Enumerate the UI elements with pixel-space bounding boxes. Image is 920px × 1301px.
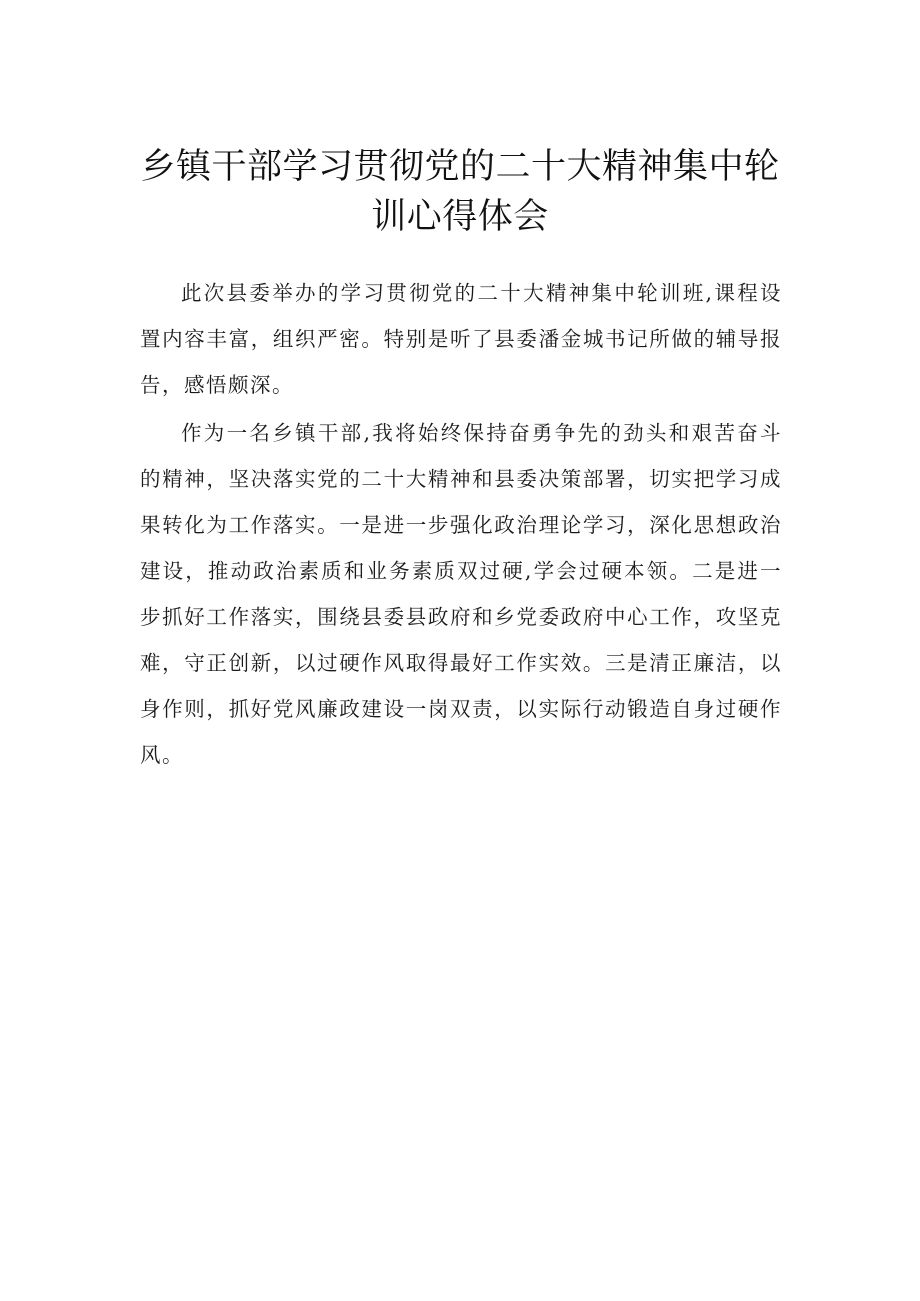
paragraph-1: 此次县委举办的学习贯彻党的二十大精神集中轮训班,课程设置内容丰富，组织严密。特别是听了县委潘金城书记所做的辅导报告，感悟颇深。 xyxy=(140,281,782,397)
document-title xyxy=(140,142,780,242)
title-line-1: 乡镇干部学习贯彻党的二十大精神集中轮 xyxy=(140,147,780,187)
paragraph-2: 作为一名乡镇干部,我将始终保持奋勇争先的劲头和艰苦奋斗的精神，坚决落实党的二十大精神和县委决策部署，切实把学习成果转化为工作落实。一是进一步强化政治理论学习，深化思想政治建设，推动政治素质和业务素质双过硬,学会过硬本领。二是进一步抓好工作落实，围绕县委县政府和乡党委政府中心工作，攻坚克难，守正创新，以过硬作风取得最好工作实效。三是清正廉洁，以身作则，抓好党风廉政建设一岗双责，以实际行动锻造自身过硬作风。 xyxy=(140,421,782,767)
title-line-2: 训心得体会 xyxy=(371,197,549,237)
document-body xyxy=(140,270,782,780)
